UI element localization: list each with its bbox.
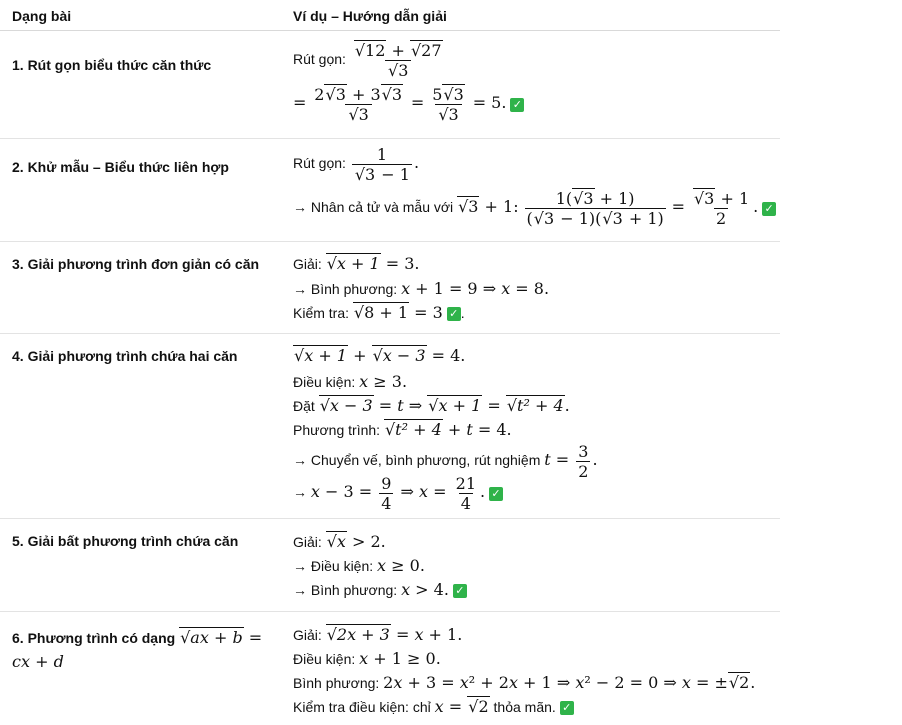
row-line: Điều kiện: x ≥ 3. [293, 372, 408, 391]
row-line: Giải: √ x + 1 = 3. [293, 254, 420, 273]
check-icon: ✓ [510, 98, 524, 112]
row-line: → Chuyển vế, bình phương, rút nghiệm t = $\frac{3}{2}$ . [293, 442, 598, 481]
row-title: 4. Giải phương trình chứa hai căn [12, 348, 238, 364]
row-title: 5. Giải bất phương trình chứa căn [12, 533, 239, 549]
row-line: → x − 3 = $\frac{9}{4}$ ⇒ x = $\frac{21}{4}$ . ✓ [293, 474, 503, 513]
table-row [0, 31, 780, 139]
table-row [0, 334, 780, 519]
line-label: Rút gọn: [293, 51, 346, 68]
row-line: → Bình phương: x + 1 = 9 ⇒ x = 8. [293, 279, 550, 298]
row-line: Phương trình: √ t² + 4 + t = 4. [293, 420, 512, 439]
row-line: Rút gọn: 1 √ 3 − 1 . [293, 145, 419, 184]
header-col-type: Dạng bài [12, 8, 72, 24]
header-col-example: Ví dụ – Hướng dẫn giải [293, 8, 447, 24]
row-line: √ x + 1 + √ x − 3 = 4. [293, 346, 465, 365]
row-line: → Bình phương: x > 4. ✓ [293, 580, 467, 599]
row-line: Kiểm tra điều kiện: chỉ x = √ 2 thỏa mãn. ✓ [293, 697, 574, 716]
row-line: Bình phương: 2x + 3 = x² + 2x + 1 ⇒ x² − 2 = 0 ⇒ x = ±√ 2. [293, 673, 755, 692]
table-row [0, 139, 780, 242]
row-title: 2. Khử mẫu – Biểu thức liên hợp [12, 159, 229, 175]
row-line: Giải: √ x > 2. [293, 532, 386, 551]
check-icon: ✓ [447, 307, 461, 321]
table-header [0, 0, 780, 31]
row-line: Đặt √ x − 3 = t ⇒ √ x + 1 = √ t² + 4. [293, 396, 570, 415]
table-row [0, 242, 780, 334]
check-icon: ✓ [560, 701, 574, 715]
row-title: 1. Rút gọn biểu thức căn thức [12, 57, 212, 73]
row-line: Điều kiện: x + 1 ≥ 0. [293, 649, 441, 668]
row-line [293, 41, 447, 80]
row-title: 6. Phương trình có dạng √ ax + b = cx + d [12, 626, 272, 674]
row-line: = 2√ 3 + 3√ 3 √ 3 = 5√ 3 √ 3 = 5. ✓ [293, 85, 524, 124]
table-row [0, 612, 780, 725]
table-row [0, 519, 780, 612]
check-icon: ✓ [453, 584, 467, 598]
math-fraction: √ 12 + √ 27 √ 3 [352, 41, 445, 80]
row-line: → Điều kiện: x ≥ 0. [293, 556, 425, 575]
check-icon: ✓ [762, 202, 776, 216]
row-title: 3. Giải phương trình đơn giản có căn [12, 256, 260, 272]
row-line: Giải: √ 2x + 3 = x + 1. [293, 625, 462, 644]
check-icon: ✓ [489, 487, 503, 501]
row-line: → Nhân cả tử và mẫu với √ 3 + 1: $\frac{1(√ 3 + 1)}{(√ 3 - 1)(√ 3 + 1)}$ = √ $\frac{3 + 1}{2}$ . ✓ [293, 189, 776, 228]
row-line: Kiểm tra: √ 8 + 1 = 3 ✓ . [293, 303, 465, 322]
